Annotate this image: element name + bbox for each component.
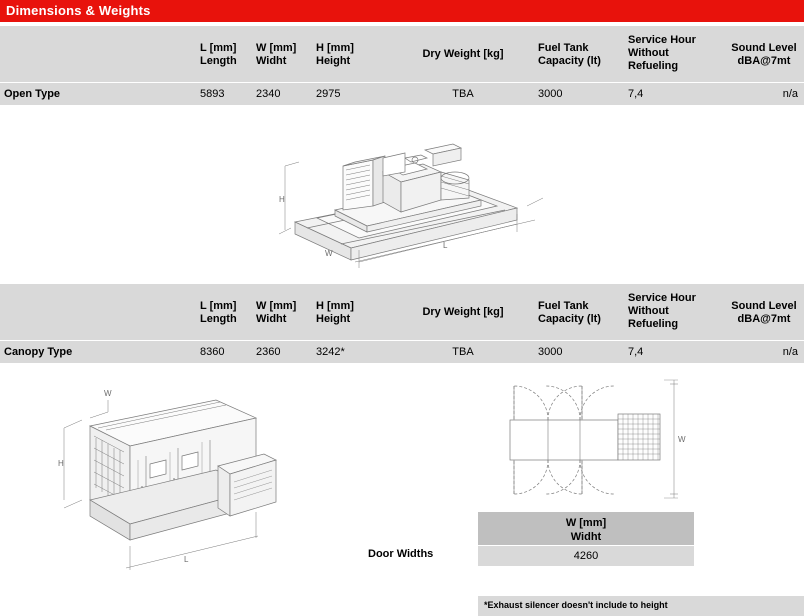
height-footnote: *Exhaust silencer doesn't include to height [478,596,804,616]
header-service-line1-2: Service Hour [628,292,696,304]
header-service-line2: Without [628,47,669,59]
header-fuel-tank [538,26,628,82]
canopy-type-height: 3242* [316,340,388,363]
table-header-row [0,284,804,340]
canopy-type-service-hour: 7,4 [628,340,724,363]
header-service-line1: Service Hour [628,34,696,46]
header-width-name-2: Widht [256,313,287,325]
header-service-line3-2: Refueling [628,318,679,330]
open-type-width: 2340 [256,82,316,105]
svg-text:L: L [443,241,448,250]
header-length-name: Length [200,55,237,67]
header-width [256,26,316,82]
header-fuel-tank-line1-2: Fuel Tank [538,300,589,312]
open-type-dry-weight: TBA [388,82,538,105]
header-service-line2-2: Without [628,305,669,317]
open-type-spec-table [0,26,804,105]
header-height-2 [316,284,388,340]
header-width-name: Widht [256,55,287,67]
door-widths-value: 4260 [478,546,694,567]
door-widths-header-unit: W [mm] [565,517,607,529]
header-fuel-tank-line2: Capacity (lt) [538,55,601,67]
table-header-row [0,26,804,82]
svg-text:H: H [58,459,64,468]
door-widths-value-row [478,546,694,567]
table-row [0,82,804,105]
header-width-unit-2: W [mm] [256,300,297,312]
open-type-sound-level: n/a [724,82,804,105]
canopy-type-spec-table [0,284,804,363]
table-row [0,340,804,363]
open-type-generator-drawing [255,110,555,270]
canopy-type-sound-level: n/a [724,340,804,363]
door-widths-header-row [478,512,694,546]
svg-text:L: L [184,555,189,564]
open-type-height: 2975 [316,82,388,105]
header-height-name-2: Height [316,313,351,325]
canopy-door-swing-plan-drawing [478,372,698,507]
svg-text:H: H [279,195,285,204]
door-widths-header-name: Widht [570,531,602,543]
header-fuel-tank-2 [538,284,628,340]
header-blank-2 [0,284,200,340]
header-length [200,26,256,82]
header-height [316,26,388,82]
header-dry-weight: Dry Weight [kg] [388,26,538,82]
canopy-type-dry-weight: TBA [388,340,538,363]
svg-text:W: W [325,249,333,258]
header-length-unit: L [mm] [200,42,237,54]
header-height-unit-2: H [mm] [316,300,354,312]
header-sound-line2-2: dBA@7mt [737,313,791,325]
header-blank [0,26,200,82]
open-type-length: 5893 [200,82,256,105]
header-fuel-tank-line1: Fuel Tank [538,42,589,54]
header-service-hour [628,26,724,82]
door-widths-table [478,512,694,566]
header-dry-weight-2: Dry Weight [kg] [388,284,538,340]
canopy-type-length: 8360 [200,340,256,363]
canopy-type-fuel-tank: 3000 [538,340,628,363]
canopy-type-generator-drawing [20,378,300,583]
header-length-name-2: Length [200,313,237,325]
header-service-line3: Refueling [628,60,679,72]
header-service-hour-2 [628,284,724,340]
open-type-fuel-tank: 3000 [538,82,628,105]
header-width-2 [256,284,316,340]
page-title: Dimensions & Weights [0,0,804,22]
header-height-name: Height [316,55,351,67]
open-type-service-hour: 7,4 [628,82,724,105]
header-sound-level [724,26,804,82]
header-length-2 [200,284,256,340]
canopy-type-width: 2360 [256,340,316,363]
door-widths-header [478,512,694,546]
row-label-canopy-type: Canopy Type [0,340,200,363]
header-fuel-tank-line2-2: Capacity (lt) [538,313,601,325]
header-sound-line2: dBA@7mt [737,55,791,67]
header-height-unit: H [mm] [316,42,354,54]
header-length-unit-2: L [mm] [200,300,237,312]
svg-text:W: W [678,435,686,444]
door-widths-label: Door Widths [368,548,434,560]
header-sound-line1: Sound Level [731,42,797,54]
row-label-open-type: Open Type [0,82,200,105]
svg-text:W: W [104,389,112,398]
header-sound-level-2 [724,284,804,340]
header-sound-line1-2: Sound Level [731,300,797,312]
header-width-unit: W [mm] [256,42,297,54]
